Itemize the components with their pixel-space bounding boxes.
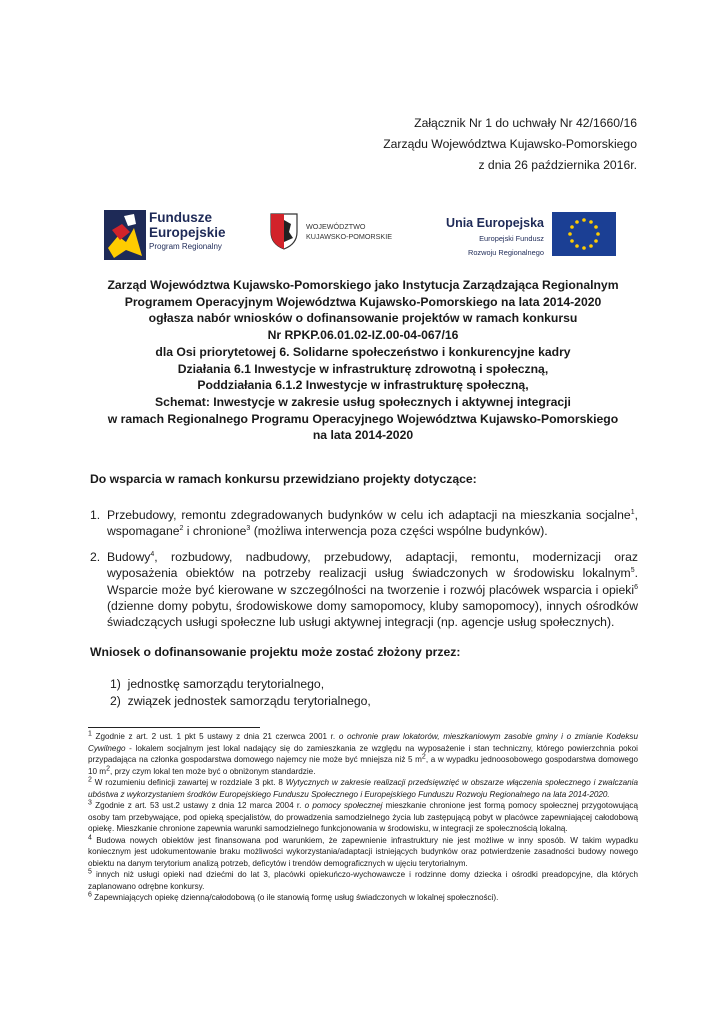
text-run: (dzienne domy pobytu, środowiskowe domy samopomocy, kluby samopomocy), innych ośrodków świadczących usługi społeczne lub usługi aktywnej integracji (np. agencje usług społecznych). <box>107 598 638 630</box>
heading-line-8: Schemat: Inwestycje w zakresie usług społecznych i aktywnej integracji <box>155 394 571 409</box>
applicant-item-text: jednostkę samorządu terytorialnego, <box>127 677 325 691</box>
heading-line-2: Programem Operacyjnym Województwa Kujawsko-Pomorskiego na lata 2014-2020 <box>124 294 602 309</box>
wkp-line-1: WOJEWÓDZTWO <box>306 222 366 231</box>
footnote-number: 3 <box>88 799 92 807</box>
footnote-ref: 4 <box>150 550 155 558</box>
footnote-2 <box>88 777 638 800</box>
applicant-item-number: 2) <box>110 694 121 708</box>
text-run: , rozbudowy, nadbudowy, przebudowy, adaptacji, remontu, modernizacji oraz wyposażenia obiektów na potrzeby realizacji usług świadczonych w środowisku lokalnym <box>107 550 638 581</box>
text-run-italic: Wytycznych w zakresie realizacji przedsięwzięć w obszarze włączenia społecznego i zwalczania ubóstwa z wykorzystaniem środków Europejskiego Funduszu Społecznego i Europejskiego Funduszu Rozwoju Regionalnego na lata 2014-2020. <box>88 778 638 799</box>
attachment-line-2: Zarządu Województwa Kujawsko-Pomorskiego <box>383 137 637 151</box>
footnote-ref: 1 <box>630 508 635 516</box>
text-run: Budowy <box>107 550 151 564</box>
list-item-2 <box>90 549 638 630</box>
footnote-number: 6 <box>88 891 92 899</box>
heading-line-5: dla Osi priorytetowej 6. Solidarne społeczeństwo i konkurencyjne kadry <box>155 344 571 359</box>
text-run: Przebudowy, remontu zdegradowanych budynków w celu ich adaptacji na mieszkania socjalne <box>107 508 631 522</box>
ue-sub-1: Europejski Fundusz <box>479 234 544 243</box>
text-run-italic: o pomocy społecznej <box>304 801 383 810</box>
list-item-text <box>107 507 638 540</box>
applicant-item-2 <box>110 694 371 708</box>
text-run: Zgodnie z art. 53 ust.2 ustawy z dnia 12 marca 2004 r. <box>91 801 305 810</box>
heading-line-1: Zarząd Województwa Kujawsko-Pomorskiego jako Instytucja Zarządzająca Regionalnym <box>107 278 619 292</box>
wojewodztwo-logo <box>269 212 419 252</box>
fe-title-1: Fundusze <box>149 210 212 225</box>
heading-line-4: Nr RPKP.06.01.02-IZ.00-04-067/16 <box>267 328 459 343</box>
heading-line-9: w ramach Regionalnego Programu Operacyjnego Województwa Kujawsko-Pomorskiego <box>107 411 619 426</box>
text-run: Budowa nowych obiektów jest finansowana pod warunkiem, że zapewnienie infrastruktury nie jest możliwe w inny sposób. W takim wypadku koniecznym jest udokumentowanie braku możliwości wykorzystania/adaptacji istniejących budynków oraz potwierdzenie zasadności budowy nowego obiektu na danym terytorium analizą potrzeb, deficytów i trendów demograficznych w ujęciu terytorialnym. <box>88 835 638 868</box>
footnote-5 <box>88 869 638 892</box>
fundusze-europejskie-logo <box>104 208 254 264</box>
applicant-item-text: związek jednostek samorządu terytorialnego, <box>127 694 371 708</box>
list-item-number: 1. <box>90 508 101 522</box>
text-run: W rozumieniu definicji zawartej w rozdziale 3 pkt. 8 <box>91 778 286 787</box>
footnotes <box>88 731 638 904</box>
heading-line-3: ogłasza nabór wniosków o dofinansowanie projektów w ramach konkursu <box>148 311 578 326</box>
heading-line-6: Działania 6.1 Inwestycje w infrastrukturę zdrowotną i społeczną, <box>177 361 549 376</box>
text-run: mieszkanie chronione jest formą pomocy społecznej przygotowującą osoby tam przebywające, pod opieką specjalistów, do prowadzenia samodzielnego życia lub zastępującą pobyt w placówce zapewniającej całodobową opiekę. Mieszkanie chronione zapewnia warunki samodzielnego funkcjonowania w środowisku, w integracji ze społecznością lokalną. <box>88 801 639 833</box>
footnote-ref: 5 <box>630 567 635 575</box>
text-run: , przy czym lokal ten może być o obniżonym standardzie. <box>109 766 316 776</box>
text-run: Zgodnie z art. 2 ust. 1 pkt 5 ustawy z dnia 21 czerwca 2001 r. <box>91 732 339 741</box>
section-1-title: Do wsparcia w ramach konkursu przewidziano projekty dotyczące: <box>90 472 477 486</box>
attachment-line-1: Załącznik Nr 1 do uchwały Nr 42/1660/16 <box>414 116 637 130</box>
list-item-1 <box>90 507 638 540</box>
list-item-text <box>107 549 638 630</box>
footnote-number: 4 <box>88 833 92 841</box>
footnote-number: 2 <box>88 776 92 784</box>
fe-star-icon <box>104 210 146 260</box>
superscript: 2 <box>421 753 426 761</box>
applicant-item-1 <box>110 677 324 691</box>
wkp-line-2: KUJAWSKO-POMORSKIE <box>306 231 392 241</box>
footnote-4 <box>88 835 638 870</box>
footnote-ref: 3 <box>246 525 251 533</box>
footnote-3 <box>88 800 638 835</box>
footnote-1 <box>88 731 638 777</box>
footnote-separator <box>88 727 260 728</box>
ue-sub-2: Rozwoju Regionalnego <box>467 247 544 257</box>
footnote-ref: 6 <box>634 583 638 591</box>
heading-line-10: na lata 2014-2020 <box>312 428 414 443</box>
logo-bar <box>104 200 620 270</box>
fe-title-2: Europejskie <box>149 225 226 240</box>
text-run: i chronione <box>183 524 247 539</box>
text-run-italic: o ochronie praw lokatorów, mieszkaniowym zasobie gminy i o zmianie Kodeksu Cywilnego <box>88 732 638 753</box>
superscript: 2 <box>106 764 110 772</box>
text-run: , a w wypadku jednoosobowego gospodarstwa domowego 10 m <box>88 755 638 776</box>
text-run: . Wsparcie może być kierowane w szczególności na tworzenie i rozwój placówek wsparcia i opieki <box>107 566 638 597</box>
footnote-ref: 2 <box>179 525 184 533</box>
list-item-number: 2. <box>90 550 101 564</box>
unia-europejska-logo <box>440 208 620 264</box>
section-2-title: Wniosek o dofinansowanie projektu może zostać złożony przez: <box>90 645 461 659</box>
coat-of-arms-icon <box>269 212 299 250</box>
footnote-number: 1 <box>88 730 92 738</box>
text-run: , wspomagane <box>107 508 638 539</box>
attachment-header <box>383 113 637 176</box>
footnote-6 <box>88 892 638 904</box>
footnote-number: 5 <box>88 868 92 876</box>
applicant-item-number: 1) <box>110 677 121 691</box>
ue-title: Unia Europejska <box>446 216 544 230</box>
announcement-heading <box>90 277 636 444</box>
text-run: (możliwa interwencja poza części wspólne budynków). <box>250 524 548 539</box>
text-run: Zapewniających opiekę dzienną/całodobową (o ile stanowią formę usług świadczonych w lokalnej społeczności). <box>91 893 499 902</box>
fe-subtitle: Program Regionalny <box>149 242 222 251</box>
attachment-line-3: z dnia 26 października 2016r. <box>478 158 637 172</box>
heading-line-7: Poddziałania 6.1.2 Inwestycje w infrastrukturę społeczną, <box>197 378 529 393</box>
eu-flag-icon <box>552 212 616 256</box>
text-run: - lokalem socjalnym jest lokal nadający się do zamieszkania ze względu na wyposażenie i stan techniczny, którego powierzchnia pokoi przypadająca na członka gospodarstwa domowego najemcy nie może być mniejsza niż 5 m <box>88 743 638 764</box>
text-run: innych niż usługi opieki nad dziećmi do lat 3, placówki opiekuńczo-wychowawcze i rodzinne domy dziecka i ośrodki preadopcyjne, dla których zaplanowano odrębne konkursy. <box>88 870 638 891</box>
